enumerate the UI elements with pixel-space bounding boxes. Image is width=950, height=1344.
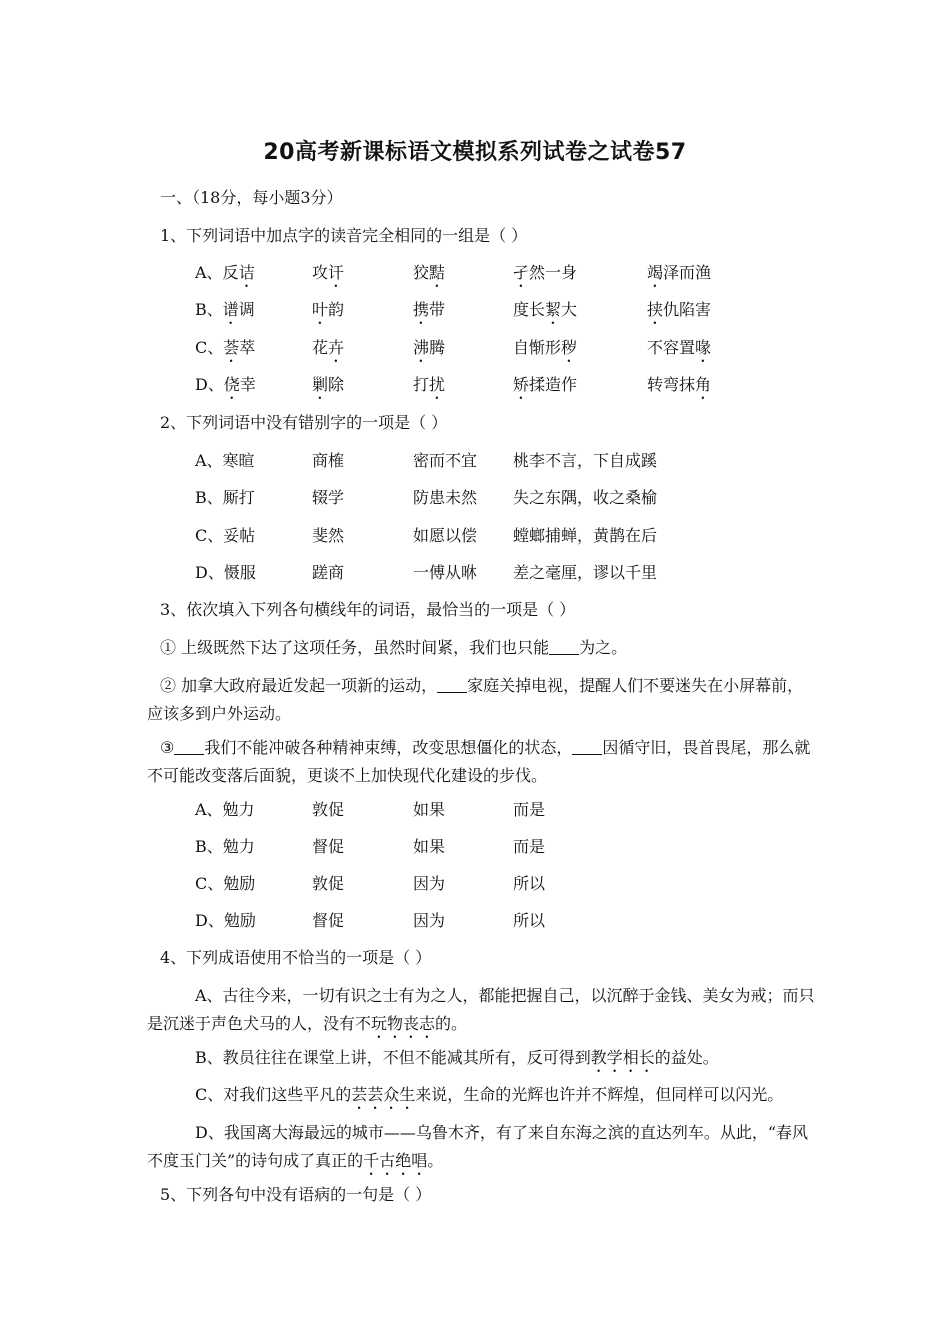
question-4-option-a: [147, 982, 815, 1042]
q2-option-a-1: A、寒暄: [195, 451, 255, 470]
sentence-3-marker: ③: [160, 738, 175, 757]
q2-option-b-2: 辍学: [312, 488, 345, 507]
q2-option-a-3: 密而不宜: [413, 451, 478, 470]
fill-blank: [437, 676, 467, 693]
q3-option-c-2: 敦促: [312, 874, 345, 893]
q2-option-d-4: 差之毫厘，谬以千里: [513, 563, 658, 582]
option-b-term-2: 叶韵: [312, 300, 345, 319]
option-a-term-3: 狡黠: [413, 263, 446, 282]
option-b-text: B、教员往往在课堂上讲，不但不能减其所有，反可得到: [195, 1048, 591, 1067]
sentence-1-text-b: 为之。: [579, 638, 628, 657]
option-d-text-end: 。: [427, 1151, 444, 1170]
fill-blank: [174, 738, 204, 755]
question-5-stem: 5、下列各句中没有语病的一句是（ ）: [160, 1185, 432, 1204]
option-b-term-5: 挟仇陷害: [647, 300, 712, 319]
q2-option-a-2: 商榷: [312, 451, 345, 470]
question-3-sentence-3: [147, 734, 815, 790]
q2-option-d-2: 蹉商: [312, 563, 345, 582]
q2-option-a-4: 桃李不言，下自成蹊: [513, 451, 658, 470]
question-2-stem: 2、下列词语中没有错别字的一项是（ ）: [160, 413, 448, 432]
option-c-term-4: 自惭形秽: [513, 338, 578, 357]
option-d-term-2: 剿除: [312, 375, 345, 394]
option-d-term-3: 打扰: [413, 375, 446, 394]
question-4-stem: 4、下列成语使用不恰当的一项是（ ）: [160, 948, 432, 967]
option-b-idiom: 教学相长: [590, 1048, 655, 1067]
option-a-text: A、古往今来，一切有识之士有为之人，都能把握自己，以沉醉于金钱、美女为戒；而只是沉迷于声色犬马的人，没有不: [147, 986, 815, 1033]
option-a-term-4: 孑然一身: [513, 263, 578, 282]
q2-option-c-3: 如愿以偿: [413, 526, 478, 545]
option-c-term-2: 花卉: [312, 338, 345, 357]
q3-option-c-3: 因为: [413, 874, 446, 893]
option-c-idiom: 芸芸众生: [351, 1085, 416, 1104]
option-a-term-2: 攻讦: [312, 263, 345, 282]
q2-option-c-2: 斐然: [312, 526, 345, 545]
option-a-term-1: A、反诘: [195, 263, 255, 282]
option-c-text-end: 来说，生命的光辉也许并不辉煌，但同样可以闪光。: [415, 1085, 784, 1104]
sentence-3-text-b: 因循守旧，畏首畏尾，那么就不可能改变落后面貌，更谈不上加快现代化建设的步伐。: [147, 738, 811, 785]
option-b-term-4: 度长絜大: [513, 300, 578, 319]
fill-blank: [549, 638, 579, 655]
q2-option-b-3: 防患未然: [413, 488, 478, 507]
option-a-text-end: 的。: [435, 1014, 468, 1033]
option-b-term-3: 携带: [413, 300, 446, 319]
q2-option-c-1: C、妥帖: [195, 526, 256, 545]
option-d-text: D、我国离大海最远的城市——乌鲁木齐，有了来自东海之滨的直达列车。从此，“春风不度玉门关”的诗句成了真正的: [147, 1123, 809, 1170]
q3-option-d-1: D、勉励: [195, 911, 256, 930]
question-4-option-b: [147, 1044, 815, 1076]
option-c-term-3: 沸腾: [413, 338, 446, 357]
q3-option-b-2: 督促: [312, 837, 345, 856]
sentence-1-text-a: ① 上级既然下达了这项任务，虽然时间紧，我们也只能: [160, 638, 550, 657]
q2-option-d-3: 一傅从咻: [413, 563, 478, 582]
q3-option-a-2: 敦促: [312, 800, 345, 819]
section-heading: 一、（18分，每小题3分）: [160, 188, 343, 207]
question-3-sentence-2: [147, 672, 815, 728]
q3-option-b-1: B、勉力: [195, 837, 255, 856]
q2-option-c-4: 螳螂捕蝉，黄鹊在后: [513, 526, 658, 545]
option-c-term-5: 不容置喙: [647, 338, 712, 357]
q3-option-d-4: 所以: [513, 911, 546, 930]
q2-option-b-4: 失之东隅，收之桑榆: [513, 488, 658, 507]
q3-option-b-4: 而是: [513, 837, 546, 856]
sentence-2-text-a: ② 加拿大政府最近发起一项新的运动，: [160, 676, 438, 695]
option-c-term-1: C、荟萃: [195, 338, 256, 357]
option-d-term-1: D、侥幸: [195, 375, 256, 394]
sentence-2-text-b: 家庭关掉电视，提醒人们不要迷失在小屏幕前，应该多到户外运动。: [147, 676, 804, 723]
option-d-term-4: 矫揉造作: [513, 375, 578, 394]
option-d-term-5: 转弯抹角: [647, 375, 712, 394]
option-a-term-5: 竭泽而渔: [647, 263, 712, 282]
option-c-text: C、对我们这些平凡的: [195, 1085, 352, 1104]
question-4-option-c: [147, 1081, 815, 1113]
option-d-idiom: 千古绝唱: [363, 1151, 428, 1170]
q3-option-a-1: A、勉力: [195, 800, 255, 819]
q3-option-a-4: 而是: [513, 800, 546, 819]
q3-option-c-1: C、勉励: [195, 874, 256, 893]
q3-option-a-3: 如果: [413, 800, 446, 819]
question-1-stem: 1、下列词语中加点字的读音完全相同的一组是（ ）: [160, 226, 528, 245]
option-b-term-1: B、谱调: [195, 300, 255, 319]
q3-option-b-3: 如果: [413, 837, 446, 856]
option-a-idiom: 玩物丧志: [371, 1014, 436, 1033]
q3-option-d-3: 因为: [413, 911, 446, 930]
q3-option-d-2: 督促: [312, 911, 345, 930]
question-3-stem: 3、依次填入下列各句横线年的词语，最恰当的一项是（ ）: [160, 600, 576, 619]
q2-option-d-1: D、慑服: [195, 563, 256, 582]
q3-option-c-4: 所以: [513, 874, 546, 893]
fill-blank: [572, 738, 602, 755]
option-b-text-end: 的益处。: [654, 1048, 719, 1067]
question-4-option-d: [147, 1119, 815, 1179]
question-3-sentence-1: [160, 636, 627, 660]
q2-option-b-1: B、厮打: [195, 488, 255, 507]
page-title: 20高考新课标语文模拟系列试卷之试卷57: [263, 140, 687, 165]
sentence-3-text-a: 我们不能冲破各种精神束缚，改变思想僵化的状态，: [204, 738, 573, 757]
